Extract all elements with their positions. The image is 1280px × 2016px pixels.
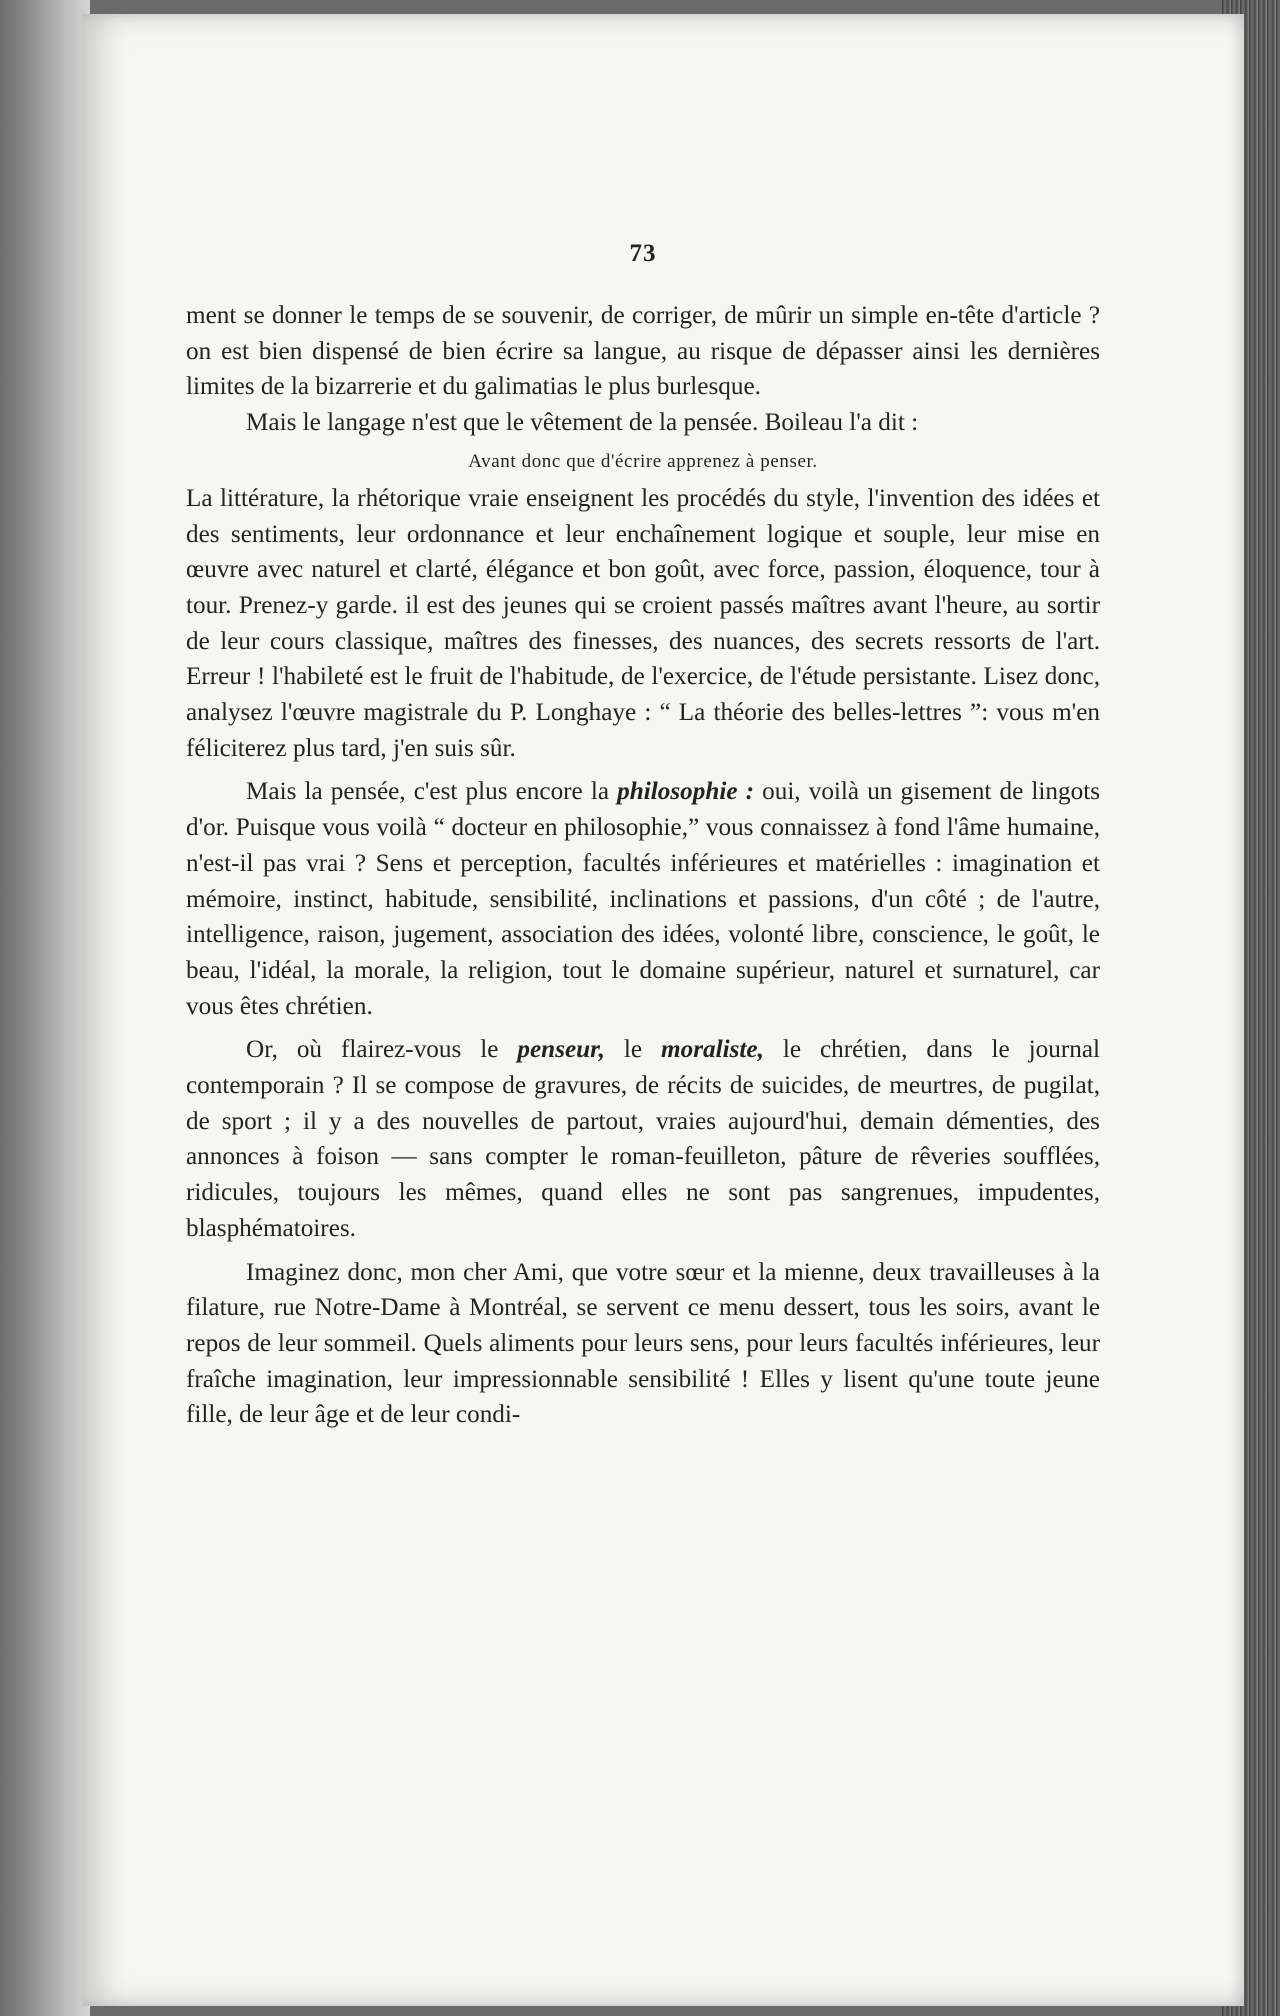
verse-quotation: Avant donc que d'écrire apprenez à penser.: [468, 450, 818, 472]
page-text: [186, 240, 1100, 1433]
paragraph-5: [186, 1032, 1100, 1246]
paragraph-6: Imaginez donc, mon cher Ami, que votre sœur et la mienne, deux travailleuses à la filature, rue Notre-Dame à Montréal, se servent ce menu dessert, tous les soirs, avant le repos de leur sommeil. Quels aliments pour leurs sens, pour leurs facultés inférieures, leur fraîche imagination, leur impressionnable sensibilité ! Elles y lisent qu'une toute jeune fille, de leur âge et de leur condi-: [186, 1258, 1100, 1429]
paragraph-4-text-a: Mais la pensée, c'est plus encore la: [246, 778, 618, 806]
paragraph-1: ment se donner le temps de se souvenir, de corriger, de mûrir un simple en-tête d'article ? on est bien dispensé de bien écrire sa langue, au risque de dépasser ainsi les dernières limites de la bizarrerie et du galimatias le plus burlesque.: [186, 302, 1100, 401]
book-page: [82, 14, 1244, 2006]
page-number: 73: [629, 240, 657, 267]
paragraph-3: La littérature, la rhétorique vraie enseignent les procédés du style, l'invention des idées et des sentiments, leur ordonnance et leur enchaînement logique et souple, leur mise en œuvre avec naturel et clarté, élégance et bon goût, avec force, passion, éloquence, tour à tour. Prenez-y garde. il est des jeunes qui se croient passés maîtres avant l'heure, au sortir de leur cours classique, maîtres des finesses, des nuances, des secrets ressorts de l'art. Erreur ! l'habileté est le fruit de l'habitude, de l'exercice, de l'étude persistante. Lisez donc, analysez l'œuvre magistrale du P. Longhaye : “ La théorie des belles-lettres ”: vous m'en féliciterez plus tard, j'en suis sûr.: [186, 484, 1100, 762]
paragraph-4: [186, 774, 1100, 1024]
paragraph-2: Mais le langage n'est que le vêtement de la pensée. Boileau l'a dit :: [246, 409, 919, 437]
paragraph-4-emphasis: philosophie :: [617, 778, 755, 806]
book-binding-shadow: [0, 0, 90, 2016]
paragraph-5-text-b: le: [604, 1036, 662, 1064]
paragraph-4-text-b: oui, voilà un gisement de lingots d'or. Puisque vous voilà “ docteur en philosophie,” vous connaissez à fond l'âme humaine, n'est-il pas vrai ? Sens et perception, facultés inférieures et matérielles : imagination et mémoire, instinct, habitude, sensibilité, inclinations et passions, d'un côté ; de l'autre, intelligence, raison, jugement, association des idées, volonté libre, conscience, le goût, le beau, l'idéal, la morale, la religion, tout le domaine supérieur, naturel et surnaturel, car vous êtes chrétien.: [186, 778, 1100, 1020]
paragraph-5-emphasis-1: penseur,: [517, 1036, 605, 1064]
paragraph-5-text-a: Or, où flairez-vous le: [246, 1036, 518, 1064]
paragraph-5-text-c: le chrétien, dans le journal contemporain ? Il se compose de gravures, de récits de suicides, de meurtres, de pugilat, de sport ; il y a des nouvelles de partout, vraies aujourd'hui, demain démenties, des annonces à foison — sans compter le roman-feuilleton, pâture de rêveries soufflées, ridicules, toujours les mêmes, quand elles ne sont pas sangrenues, impudentes, blasphématoires.: [186, 1036, 1100, 1242]
paragraph-5-emphasis-2: moraliste,: [661, 1036, 764, 1064]
